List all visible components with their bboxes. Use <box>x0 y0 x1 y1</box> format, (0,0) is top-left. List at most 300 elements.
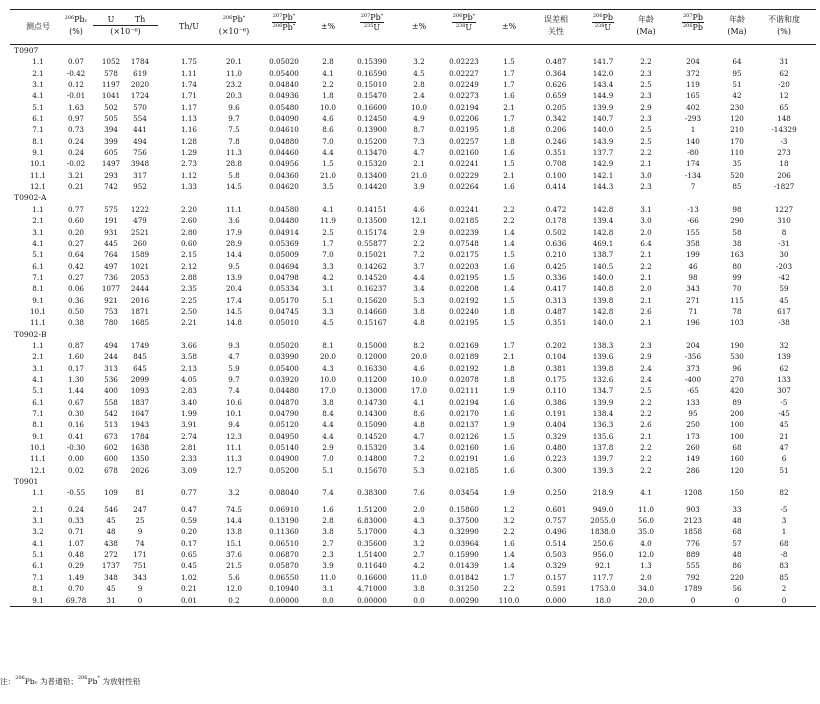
cell-err-75: 8.7 <box>413 125 425 135</box>
cell-pbc: 0.16 <box>67 420 84 430</box>
cell-u: 673 <box>104 431 118 441</box>
cell-ratio-75: 0.16600 <box>357 102 387 112</box>
cell-age-68-err: 2.3 <box>640 91 652 101</box>
cell-discordance: 45 <box>779 420 789 430</box>
cell-ratio-68: 0.02257 <box>449 136 479 146</box>
cell-spot: 5.1 <box>32 550 44 560</box>
cell-err-75: 4.5 <box>413 68 425 78</box>
cell-pb206: 9.4 <box>228 420 240 430</box>
cell-discordance: 83 <box>779 561 789 571</box>
table-row <box>10 124 816 135</box>
cell-age-76: 1789 <box>683 584 703 594</box>
cell-age-76: 889 <box>686 550 700 560</box>
cell-age-68: 250.6 <box>592 538 614 548</box>
cell-err-corr: 0.472 <box>545 204 567 214</box>
cell-age-68-err: 20.0 <box>637 595 654 605</box>
cell-th: 74 <box>135 538 145 548</box>
cell-spot: 4.1 <box>32 538 44 548</box>
cell-ratio-68: 0.15860 <box>449 504 479 514</box>
header-pb206-unit: (×10⁻⁶) <box>218 27 250 36</box>
cell-thu: 0.17 <box>180 538 197 548</box>
cell-ratio-75: 0.16237 <box>357 284 387 294</box>
cell-pbc: 0.73 <box>67 125 84 135</box>
cell-th: 260 <box>133 238 147 248</box>
cell-ratio-75: 0.13470 <box>357 148 387 158</box>
cell-th: 1749 <box>130 340 150 350</box>
table-row <box>10 515 816 526</box>
cell-pb206: 5.9 <box>228 363 240 373</box>
cell-u: 394 <box>104 125 118 135</box>
cell-age-76-err: 220 <box>730 572 744 582</box>
cell-err-76: 4.5 <box>322 318 334 328</box>
cell-err-75: 4.7 <box>413 148 425 158</box>
header-err-75: ±% <box>411 22 427 31</box>
cell-pbc: 0.60 <box>67 216 84 226</box>
cell-age-76-err: 78 <box>732 306 742 316</box>
cell-age-68: 140.0 <box>592 272 614 282</box>
cell-err-76: 4.6 <box>322 114 334 124</box>
cell-u: 1077 <box>101 284 121 294</box>
cell-pbc: 69.78 <box>65 595 87 605</box>
cell-ratio-76: 0.05400 <box>269 68 299 78</box>
cell-err-68: 2.2 <box>503 204 515 214</box>
cell-thu: 2.21 <box>180 318 197 328</box>
cell-u: 1052 <box>101 57 121 67</box>
cell-err-75: 4.6 <box>413 204 425 214</box>
cell-th: 645 <box>133 363 147 373</box>
cell-th: 1724 <box>130 91 150 101</box>
cell-err-76: 1.6 <box>322 504 334 514</box>
cell-err-corr: 0.206 <box>545 125 567 135</box>
cell-err-corr: 0.175 <box>545 374 567 384</box>
cell-err-corr: 0.191 <box>545 409 567 418</box>
cell-err-corr: 0.329 <box>545 431 567 441</box>
cell-age-68-err: 2.1 <box>640 295 652 305</box>
cell-pb206: 5.8 <box>228 170 240 180</box>
cell-spot: 5.1 <box>32 386 44 396</box>
header-err-68: ±% <box>501 22 517 31</box>
cell-age-68: 140.0 <box>592 125 614 135</box>
cell-th: 2444 <box>130 284 150 294</box>
cell-thu: 0.47 <box>180 504 197 514</box>
cell-ratio-75: 0.15670 <box>357 465 387 475</box>
cell-thu: 2.13 <box>180 363 197 373</box>
cell-pbc: 1.49 <box>67 572 84 582</box>
cell-err-76: 2.7 <box>322 538 334 548</box>
cell-err-76: 3.9 <box>322 561 334 571</box>
cell-pbc: 0.24 <box>67 148 84 158</box>
cell-th: 619 <box>133 68 147 78</box>
cell-spot: 3.1 <box>32 80 44 90</box>
cell-discordance: 30 <box>779 250 789 260</box>
table-row <box>10 340 816 351</box>
cell-age-76-err: 120 <box>730 465 744 475</box>
cell-err-76: 10.0 <box>319 102 336 112</box>
cell-th: 494 <box>133 136 147 146</box>
cell-err-76: 2.2 <box>322 80 334 90</box>
cell-spot: 10.1 <box>29 443 46 453</box>
header-underline <box>93 25 158 26</box>
cell-thu: 2.83 <box>180 386 197 396</box>
cell-ratio-75: 0.14300 <box>357 409 387 418</box>
cell-err-76: 1.5 <box>322 159 334 169</box>
cell-err-75: 2.4 <box>413 91 425 101</box>
cell-age-76-err: 150 <box>730 488 744 498</box>
cell-age-68: 139.8 <box>592 295 614 305</box>
cell-age-76: 133 <box>686 397 700 407</box>
cell-age-68-err: 2.5 <box>640 386 652 396</box>
table-row <box>10 79 816 90</box>
cell-err-68: 1.4 <box>503 227 515 237</box>
cell-pb206: 5.6 <box>228 572 240 582</box>
cell-err-68: 1.6 <box>503 538 515 548</box>
cell-pb206: 13.8 <box>225 527 242 537</box>
cell-th: 554 <box>133 114 147 124</box>
cell-age-76-err: 163 <box>730 250 744 260</box>
cell-err-75: 4.1 <box>413 397 425 407</box>
table-row <box>10 170 816 181</box>
cell-age-76: 250 <box>686 420 700 430</box>
cell-err-75: 2.9 <box>413 227 425 237</box>
table-row <box>10 68 816 79</box>
cell-spot: 10.1 <box>29 159 46 169</box>
cell-age-76-err: 100 <box>730 431 744 441</box>
cell-pb206: 11.3 <box>225 148 242 158</box>
cell-age-68-err: 3.0 <box>640 170 652 180</box>
cell-spot: 11.1 <box>29 454 46 464</box>
cell-err-corr: 0.351 <box>545 318 567 328</box>
cell-thu: 0.60 <box>180 238 197 248</box>
cell-age-76: -13 <box>687 204 699 214</box>
cell-ratio-76: 0.04790 <box>269 409 299 418</box>
cell-err-76: 7.0 <box>322 454 334 464</box>
cell-th: 25 <box>135 516 145 526</box>
cell-u: 536 <box>104 374 118 384</box>
cell-age-76-err: 38 <box>732 238 742 248</box>
cell-u: 736 <box>104 272 118 282</box>
cell-err-75: 8.2 <box>413 340 425 350</box>
cell-age-76: 2123 <box>683 516 703 526</box>
cell-ratio-68: 0.02227 <box>449 68 479 78</box>
cell-thu: 0.20 <box>180 527 197 537</box>
cell-th: 1784 <box>130 57 150 67</box>
cell-thu: 3.58 <box>180 352 197 362</box>
cell-pbc: 0.64 <box>67 250 84 260</box>
group-label: T0901 <box>14 477 39 487</box>
cell-age-76: -400 <box>684 374 702 384</box>
cell-spot: 8.1 <box>32 284 44 294</box>
cell-ratio-68: 0.37500 <box>449 516 479 526</box>
cell-pbc: 0.87 <box>67 340 84 350</box>
cell-age-76-err: 530 <box>730 352 744 362</box>
cell-th: 570 <box>133 102 147 112</box>
cell-ratio-76: 0.06510 <box>269 538 299 548</box>
cell-u: 575 <box>104 204 118 214</box>
cell-thu: 2.74 <box>180 431 197 441</box>
cell-th: 1222 <box>130 204 150 214</box>
cell-u: 400 <box>104 386 118 396</box>
group-row <box>10 192 816 203</box>
cell-ratio-76: 0.11360 <box>269 527 299 537</box>
cell-ratio-68: 0.32990 <box>449 527 479 537</box>
cell-discordance: 310 <box>777 216 791 226</box>
cell-err-corr: 0.000 <box>545 595 567 605</box>
cell-th: 2053 <box>130 272 150 282</box>
cell-ratio-76: 0.04460 <box>269 148 299 158</box>
cell-pb206: 21.5 <box>225 561 242 571</box>
cell-ratio-75: 0.15010 <box>357 80 387 90</box>
cell-spot: 1.1 <box>32 57 44 67</box>
cell-u: 1497 <box>101 159 121 169</box>
header-pbc: $^{206}$Pbc <box>64 15 88 24</box>
cell-u: 244 <box>104 352 118 362</box>
cell-pb206: 12.3 <box>225 431 242 441</box>
cell-thu: 2.25 <box>180 295 197 305</box>
cell-err-75: 2.1 <box>413 159 425 169</box>
cell-ratio-76: 0.06870 <box>269 550 299 560</box>
header-age-b: 年龄 <box>729 15 745 24</box>
cell-u: 45 <box>106 516 116 526</box>
cell-ratio-68: 0.02264 <box>449 182 479 192</box>
cell-age-68: 136.3 <box>592 420 614 430</box>
cell-err-76: 2.3 <box>322 550 334 560</box>
cell-pbc: 0.71 <box>67 527 84 537</box>
cell-age-68: 469.1 <box>592 238 614 248</box>
cell-age-68: 117.7 <box>592 572 614 582</box>
cell-pbc: 0.42 <box>67 261 84 271</box>
cell-age-68: 139.7 <box>592 454 614 464</box>
cell-age-76: 271 <box>686 295 700 305</box>
cell-err-corr: 0.104 <box>545 352 567 362</box>
cell-ratio-68: 0.03964 <box>449 538 479 548</box>
cell-err-68: 1.5 <box>503 250 515 260</box>
cell-err-75: 3.8 <box>413 306 425 316</box>
cell-age-76: 46 <box>688 261 698 271</box>
cell-th: 751 <box>133 561 147 571</box>
cell-err-68: 3.2 <box>503 516 515 526</box>
cell-err-75: 12.1 <box>410 216 427 226</box>
cell-err-76: 20.0 <box>319 352 336 362</box>
cell-err-75: 4.3 <box>413 516 425 526</box>
cell-pbc: 0.70 <box>67 584 84 594</box>
cell-err-corr: 0.386 <box>545 397 567 407</box>
cell-err-68: 2.1 <box>503 102 515 112</box>
cell-ratio-75: 4.71000 <box>357 584 387 594</box>
cell-pb206: 11.1 <box>225 204 242 214</box>
cell-spot: 7.1 <box>32 272 44 282</box>
cell-age-76: 155 <box>686 227 700 237</box>
cell-thu: 2.12 <box>180 261 197 271</box>
cell-age-68-err: 1.3 <box>640 561 652 571</box>
cell-pb206: 15.1 <box>225 538 242 548</box>
cell-u: 45 <box>106 584 116 594</box>
cell-discordance: -1827 <box>773 182 795 192</box>
cell-age-68: 18.0 <box>594 595 611 605</box>
cell-pb206: 7.5 <box>228 125 240 135</box>
cell-ratio-68: 0.02206 <box>449 114 479 124</box>
cell-err-68: 110.0 <box>498 595 520 605</box>
cell-pbc: 0.06 <box>67 284 84 294</box>
cell-thu: 2.88 <box>180 272 197 282</box>
cell-ratio-76: 0.04936 <box>269 91 299 101</box>
cell-pb206: 12.0 <box>225 584 242 594</box>
cell-th: 2026 <box>130 465 150 475</box>
cell-age-76-err: 56 <box>732 584 742 594</box>
cell-age-76: -65 <box>687 386 699 396</box>
cell-age-68-err: 2.5 <box>640 80 652 90</box>
cell-err-75: 10.0 <box>410 102 427 112</box>
cell-u: 931 <box>104 227 118 237</box>
cell-pbc: 0.17 <box>67 363 84 373</box>
cell-age-76: 358 <box>686 238 700 248</box>
cell-age-76: 199 <box>686 250 700 260</box>
cell-age-68: 2055.0 <box>590 516 616 526</box>
cell-ratio-68: 0.03454 <box>449 488 479 498</box>
cell-ratio-75: 0.11200 <box>357 374 387 384</box>
cell-discordance: 0 <box>781 595 787 605</box>
cell-age-76: 204 <box>686 57 700 67</box>
cell-age-68-err: 4.0 <box>640 538 652 548</box>
cell-age-76: -134 <box>684 170 702 180</box>
cell-spot: 1.1 <box>32 340 44 350</box>
cell-err-corr: 0.496 <box>545 527 567 537</box>
cell-discordance: 273 <box>777 148 791 158</box>
cell-err-75: 3.4 <box>413 284 425 294</box>
cell-age-68: 142.9 <box>592 159 614 169</box>
cell-spot: 3.1 <box>32 363 44 373</box>
cell-age-76: 98 <box>688 272 698 282</box>
cell-u: 1041 <box>101 91 121 101</box>
cell-err-68: 2.1 <box>503 352 515 362</box>
cell-ratio-75: 0.38300 <box>357 488 387 498</box>
cell-pb206: 9.6 <box>228 102 240 112</box>
cell-age-76-err: 95 <box>732 68 742 78</box>
cell-ratio-76: 0.04360 <box>269 170 299 180</box>
cell-spot: 9.1 <box>32 148 44 158</box>
cell-ratio-75: 1.51200 <box>357 504 387 514</box>
cell-err-68: 1.6 <box>503 91 515 101</box>
cell-ratio-76: 0.05170 <box>269 295 299 305</box>
cell-pb206: 11.0 <box>225 68 242 78</box>
table-row <box>10 317 816 328</box>
cell-ratio-68: 0.02137 <box>449 420 479 430</box>
table-row <box>10 227 816 238</box>
cell-err-76: 11.9 <box>319 216 336 226</box>
cell-ratio-68: 0.02240 <box>449 306 479 316</box>
cell-age-68-err: 2.9 <box>640 352 652 362</box>
cell-pb206: 4.7 <box>228 352 240 362</box>
cell-ratio-75: 0.15620 <box>357 295 387 305</box>
cell-pb206: 17.9 <box>225 227 242 237</box>
cell-err-76: 17.0 <box>319 386 336 396</box>
cell-ratio-75: 0.15090 <box>357 420 387 430</box>
cell-ratio-76: 0.06910 <box>269 504 299 514</box>
cell-ratio-68: 0.02160 <box>449 443 479 453</box>
cell-discordance: 85 <box>779 572 789 582</box>
cell-pb206: 9.3 <box>228 340 240 350</box>
cell-u: 438 <box>104 538 118 548</box>
cell-err-68: 1.5 <box>503 159 515 169</box>
cell-err-68: 1.2 <box>503 504 515 514</box>
cell-ratio-76: 0.06550 <box>269 572 299 582</box>
cell-pb206: 20.4 <box>225 284 242 294</box>
cell-pbc: 0.38 <box>67 318 84 328</box>
cell-age-68-err: 2.4 <box>640 374 652 384</box>
cell-ratio-76: 0.05020 <box>269 340 299 350</box>
cell-u: 542 <box>104 409 118 418</box>
cell-age-76-err: 520 <box>730 170 744 180</box>
cell-ratio-68: 0.02195 <box>449 272 479 282</box>
cell-age-76: 173 <box>686 431 700 441</box>
cell-ratio-76: 0.05009 <box>269 250 299 260</box>
cell-err-corr: 0.250 <box>545 488 567 498</box>
cell-age-76-err: 85 <box>732 182 742 192</box>
cell-pbc: -0.30 <box>66 443 86 453</box>
data-table <box>10 9 816 607</box>
cell-ratio-76: 0.04798 <box>269 272 299 282</box>
table-row <box>10 408 816 419</box>
cell-pbc: 0.21 <box>67 182 84 192</box>
cell-thu: 2.20 <box>180 204 197 214</box>
cell-err-75: 4.7 <box>413 431 425 441</box>
cell-ratio-75: 0.15200 <box>357 136 387 146</box>
cell-spot: 2.1 <box>32 216 44 226</box>
cell-pb206: 28.8 <box>225 159 242 169</box>
cell-spot: 6.1 <box>32 114 44 124</box>
cell-u: 753 <box>104 306 118 316</box>
cell-ratio-68: 0.02239 <box>449 227 479 237</box>
cell-thu: 1.11 <box>180 68 197 78</box>
cell-age-76-err: 103 <box>730 318 744 328</box>
cell-err-corr: 0.503 <box>545 550 567 560</box>
cell-ratio-75: 0.15167 <box>357 318 387 328</box>
cell-thu: 1.74 <box>180 80 197 90</box>
cell-pbc: 0.24 <box>67 504 84 514</box>
cell-spot: 2.1 <box>32 504 44 514</box>
cell-age-76: 373 <box>686 363 700 373</box>
cell-err-corr: 0.202 <box>545 340 567 350</box>
cell-ratio-75: 0.13400 <box>357 170 387 180</box>
cell-age-68: 92.1 <box>594 561 611 571</box>
cell-err-76: 8.4 <box>322 409 334 418</box>
cell-th: 1943 <box>130 420 150 430</box>
table-row <box>10 363 816 374</box>
cell-ratio-75: 0.14660 <box>357 306 387 316</box>
cell-age-68-err: 2.2 <box>640 397 652 407</box>
cell-age-76: 196 <box>686 318 700 328</box>
table-row <box>10 56 816 67</box>
cell-pbc: -0.55 <box>66 488 86 498</box>
cell-discordance: 1227 <box>774 204 794 214</box>
cell-discordance: 18 <box>779 159 789 169</box>
cell-err-corr: 0.417 <box>545 284 567 294</box>
cell-pb206: 14.8 <box>225 318 242 328</box>
cell-ratio-68: 0.02241 <box>449 204 479 214</box>
cell-ratio-68: 0.02192 <box>449 363 479 373</box>
cell-pb206: 12.7 <box>225 465 242 475</box>
cell-ratio-68: 0.02160 <box>449 148 479 158</box>
cell-age-76: 1208 <box>683 488 703 498</box>
cell-age-68: 144.9 <box>592 91 614 101</box>
cell-err-75: 4.2 <box>413 561 425 571</box>
cell-pbc: 0.77 <box>67 204 84 214</box>
cell-thu: 0.65 <box>180 550 197 560</box>
cell-u: 272 <box>104 550 118 560</box>
cell-age-68: 142.1 <box>592 170 614 180</box>
cell-err-68: 1.9 <box>503 420 515 430</box>
table-row <box>10 397 816 408</box>
cell-age-68-err: 6.4 <box>640 238 652 248</box>
